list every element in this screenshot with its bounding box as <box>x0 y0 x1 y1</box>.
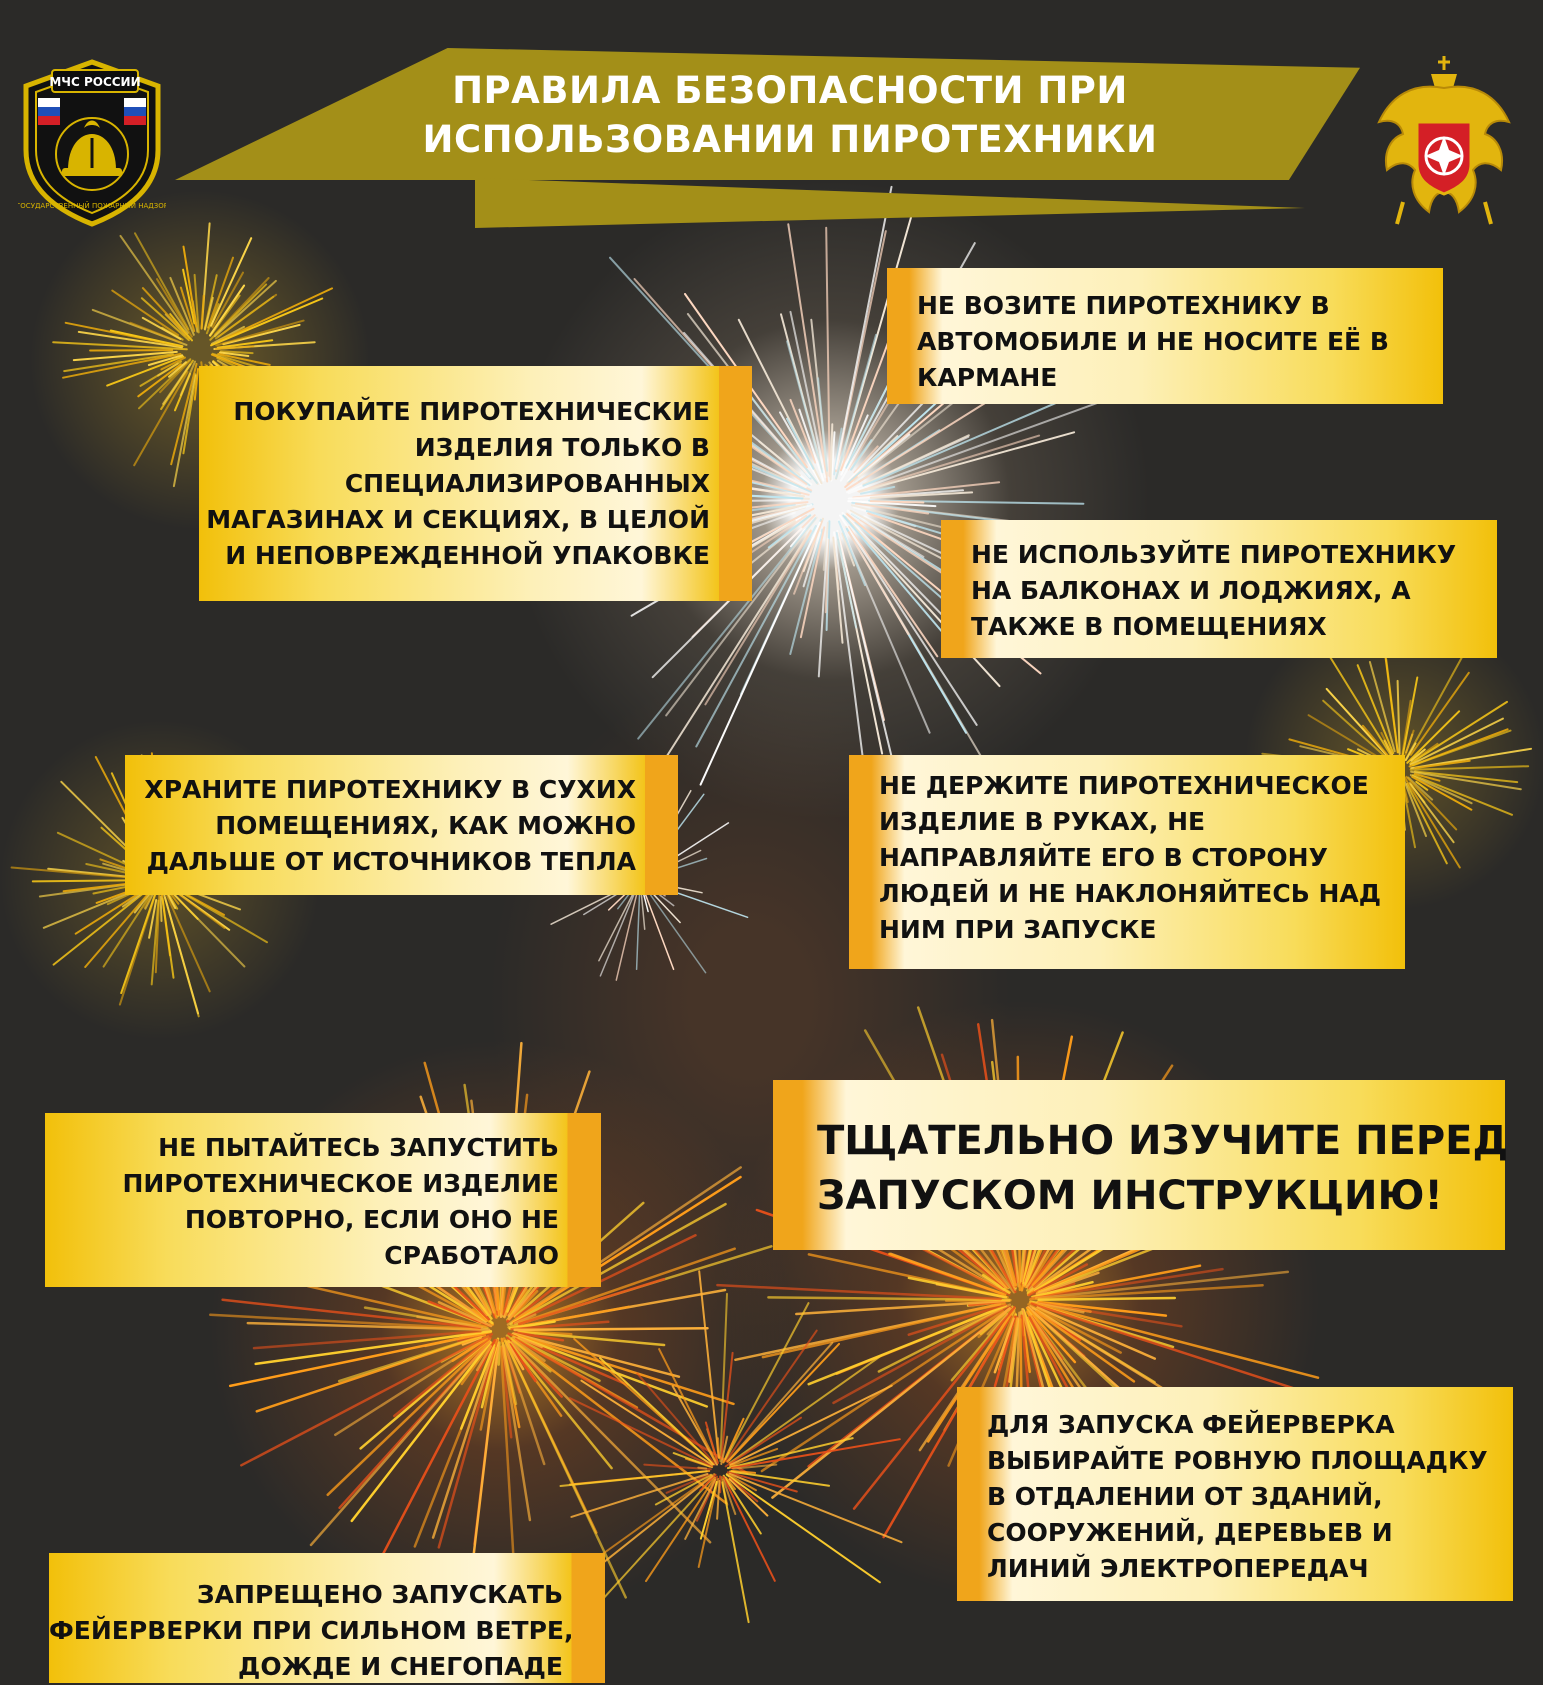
rule-text-line: КАРМАНЕ <box>917 360 1443 396</box>
rule-text-line: НАПРАВЛЯЙТЕ ЕГО В СТОРОНУ <box>879 840 1405 876</box>
rule-card-buy-certified <box>199 366 752 601</box>
page-title-line: ПРАВИЛА БЕЗОПАСНОСТИ ПРИ <box>380 66 1200 115</box>
rule-text-line: ЗАПРЕЩЕНО ЗАПУСКАТЬ <box>49 1577 563 1613</box>
rule-text-line: НЕ ПЫТАЙТЕСЬ ЗАПУСТИТЬ <box>45 1130 559 1166</box>
rule-text-line: ПИРОТЕХНИЧЕСКОЕ ИЗДЕЛИЕ <box>45 1166 559 1202</box>
rule-text-line: ДАЛЬШЕ ОТ ИСТОЧНИКОВ ТЕПЛА <box>125 844 636 880</box>
rule-text-line: НЕ ДЕРЖИТЕ ПИРОТЕХНИЧЕСКОЕ <box>879 768 1405 804</box>
rule-text-line: СПЕЦИАЛИЗИРОВАННЫХ <box>199 466 710 502</box>
rule-text-line: ПОВТОРНО, ЕСЛИ ОНО НЕ <box>45 1202 559 1238</box>
rule-text-line: НЕ ВОЗИТЕ ПИРОТЕХНИКУ В <box>917 288 1443 324</box>
rule-text-line: ЗАПУСКОМ ИНСТРУКЦИЮ! <box>817 1169 1505 1224</box>
rule-text-line: ЛИНИЙ ЭЛЕКТРОПЕРЕДАЧ <box>987 1551 1513 1587</box>
rule-card-storage <box>125 755 678 895</box>
rule-text-line: НЕ ИСПОЛЬЗУЙТЕ ПИРОТЕХНИКУ <box>971 537 1497 573</box>
rule-text-line: ПОКУПАЙТЕ ПИРОТЕХНИЧЕСКИЕ <box>199 394 710 430</box>
page-title-line: ИСПОЛЬЗОВАНИИ ПИРОТЕХНИКИ <box>380 115 1200 164</box>
rule-text-line: ТАКЖЕ В ПОМЕЩЕНИЯХ <box>971 609 1497 645</box>
mchs-logo-ring-text: ГОСУДАРСТВЕННЫЙ ПОЖАРНЫЙ НАДЗОР <box>18 201 166 210</box>
rule-card-no-transport <box>887 268 1443 404</box>
rule-text-line: ФЕЙЕРВЕРКИ ПРИ СИЛЬНОМ ВЕТРЕ, <box>49 1613 563 1649</box>
mchs-shield-logo <box>18 58 166 228</box>
rule-card-no-balcony <box>941 520 1497 658</box>
mchs-logo-label: МЧС РОССИИ <box>49 75 140 89</box>
rule-text-line: СРАБОТАЛО <box>45 1238 559 1274</box>
rule-text-line: ИЗДЕЛИЕ В РУКАХ, НЕ <box>879 804 1405 840</box>
rule-text-line: МАГАЗИНАХ И СЕКЦИЯХ, В ЦЕЛОЙ <box>199 502 710 538</box>
rule-text-line: ДОЖДЕ И СНЕГОПАДЕ <box>49 1649 563 1685</box>
rule-text-line: ПОМЕЩЕНИЯХ, КАК МОЖНО <box>125 808 636 844</box>
emercom-eagle-emblem <box>1373 52 1515 230</box>
rule-text-line: НИМ ПРИ ЗАПУСКЕ <box>879 912 1405 948</box>
rule-text-line: АВТОМОБИЛЕ И НЕ НОСИТЕ ЕЁ В <box>917 324 1443 360</box>
rule-text-line: СООРУЖЕНИЙ, ДЕРЕВЬЕВ И <box>987 1515 1513 1551</box>
page-title <box>380 66 1200 164</box>
rule-text-line: ИЗДЕЛИЯ ТОЛЬКО В <box>199 430 710 466</box>
rule-text-line: ХРАНИТЕ ПИРОТЕХНИКУ В СУХИХ <box>125 772 636 808</box>
rule-card-no-holding <box>849 755 1405 969</box>
rule-text-line: И НЕПОВРЕЖДЕННОЙ УПАКОВКЕ <box>199 538 710 574</box>
rule-text-line: ЛЮДЕЙ И НЕ НАКЛОНЯЙТЕСЬ НАД <box>879 876 1405 912</box>
rule-card-weather <box>49 1553 605 1683</box>
rule-text-line: ДЛЯ ЗАПУСКА ФЕЙЕРВЕРКА <box>987 1407 1513 1443</box>
rule-text-line: В ОТДАЛЕНИИ ОТ ЗДАНИЙ, <box>987 1479 1513 1515</box>
rule-text-line: НА БАЛКОНАХ И ЛОДЖИЯХ, А <box>971 573 1497 609</box>
rule-card-launch-site <box>957 1387 1513 1601</box>
rule-card-read-instructions <box>773 1080 1505 1250</box>
rule-text-line: ТЩАТЕЛЬНО ИЗУЧИТЕ ПЕРЕД <box>817 1114 1505 1169</box>
rule-text-line: ВЫБИРАЙТЕ РОВНУЮ ПЛОЩАДКУ <box>987 1443 1513 1479</box>
rule-card-no-relaunch <box>45 1113 601 1287</box>
